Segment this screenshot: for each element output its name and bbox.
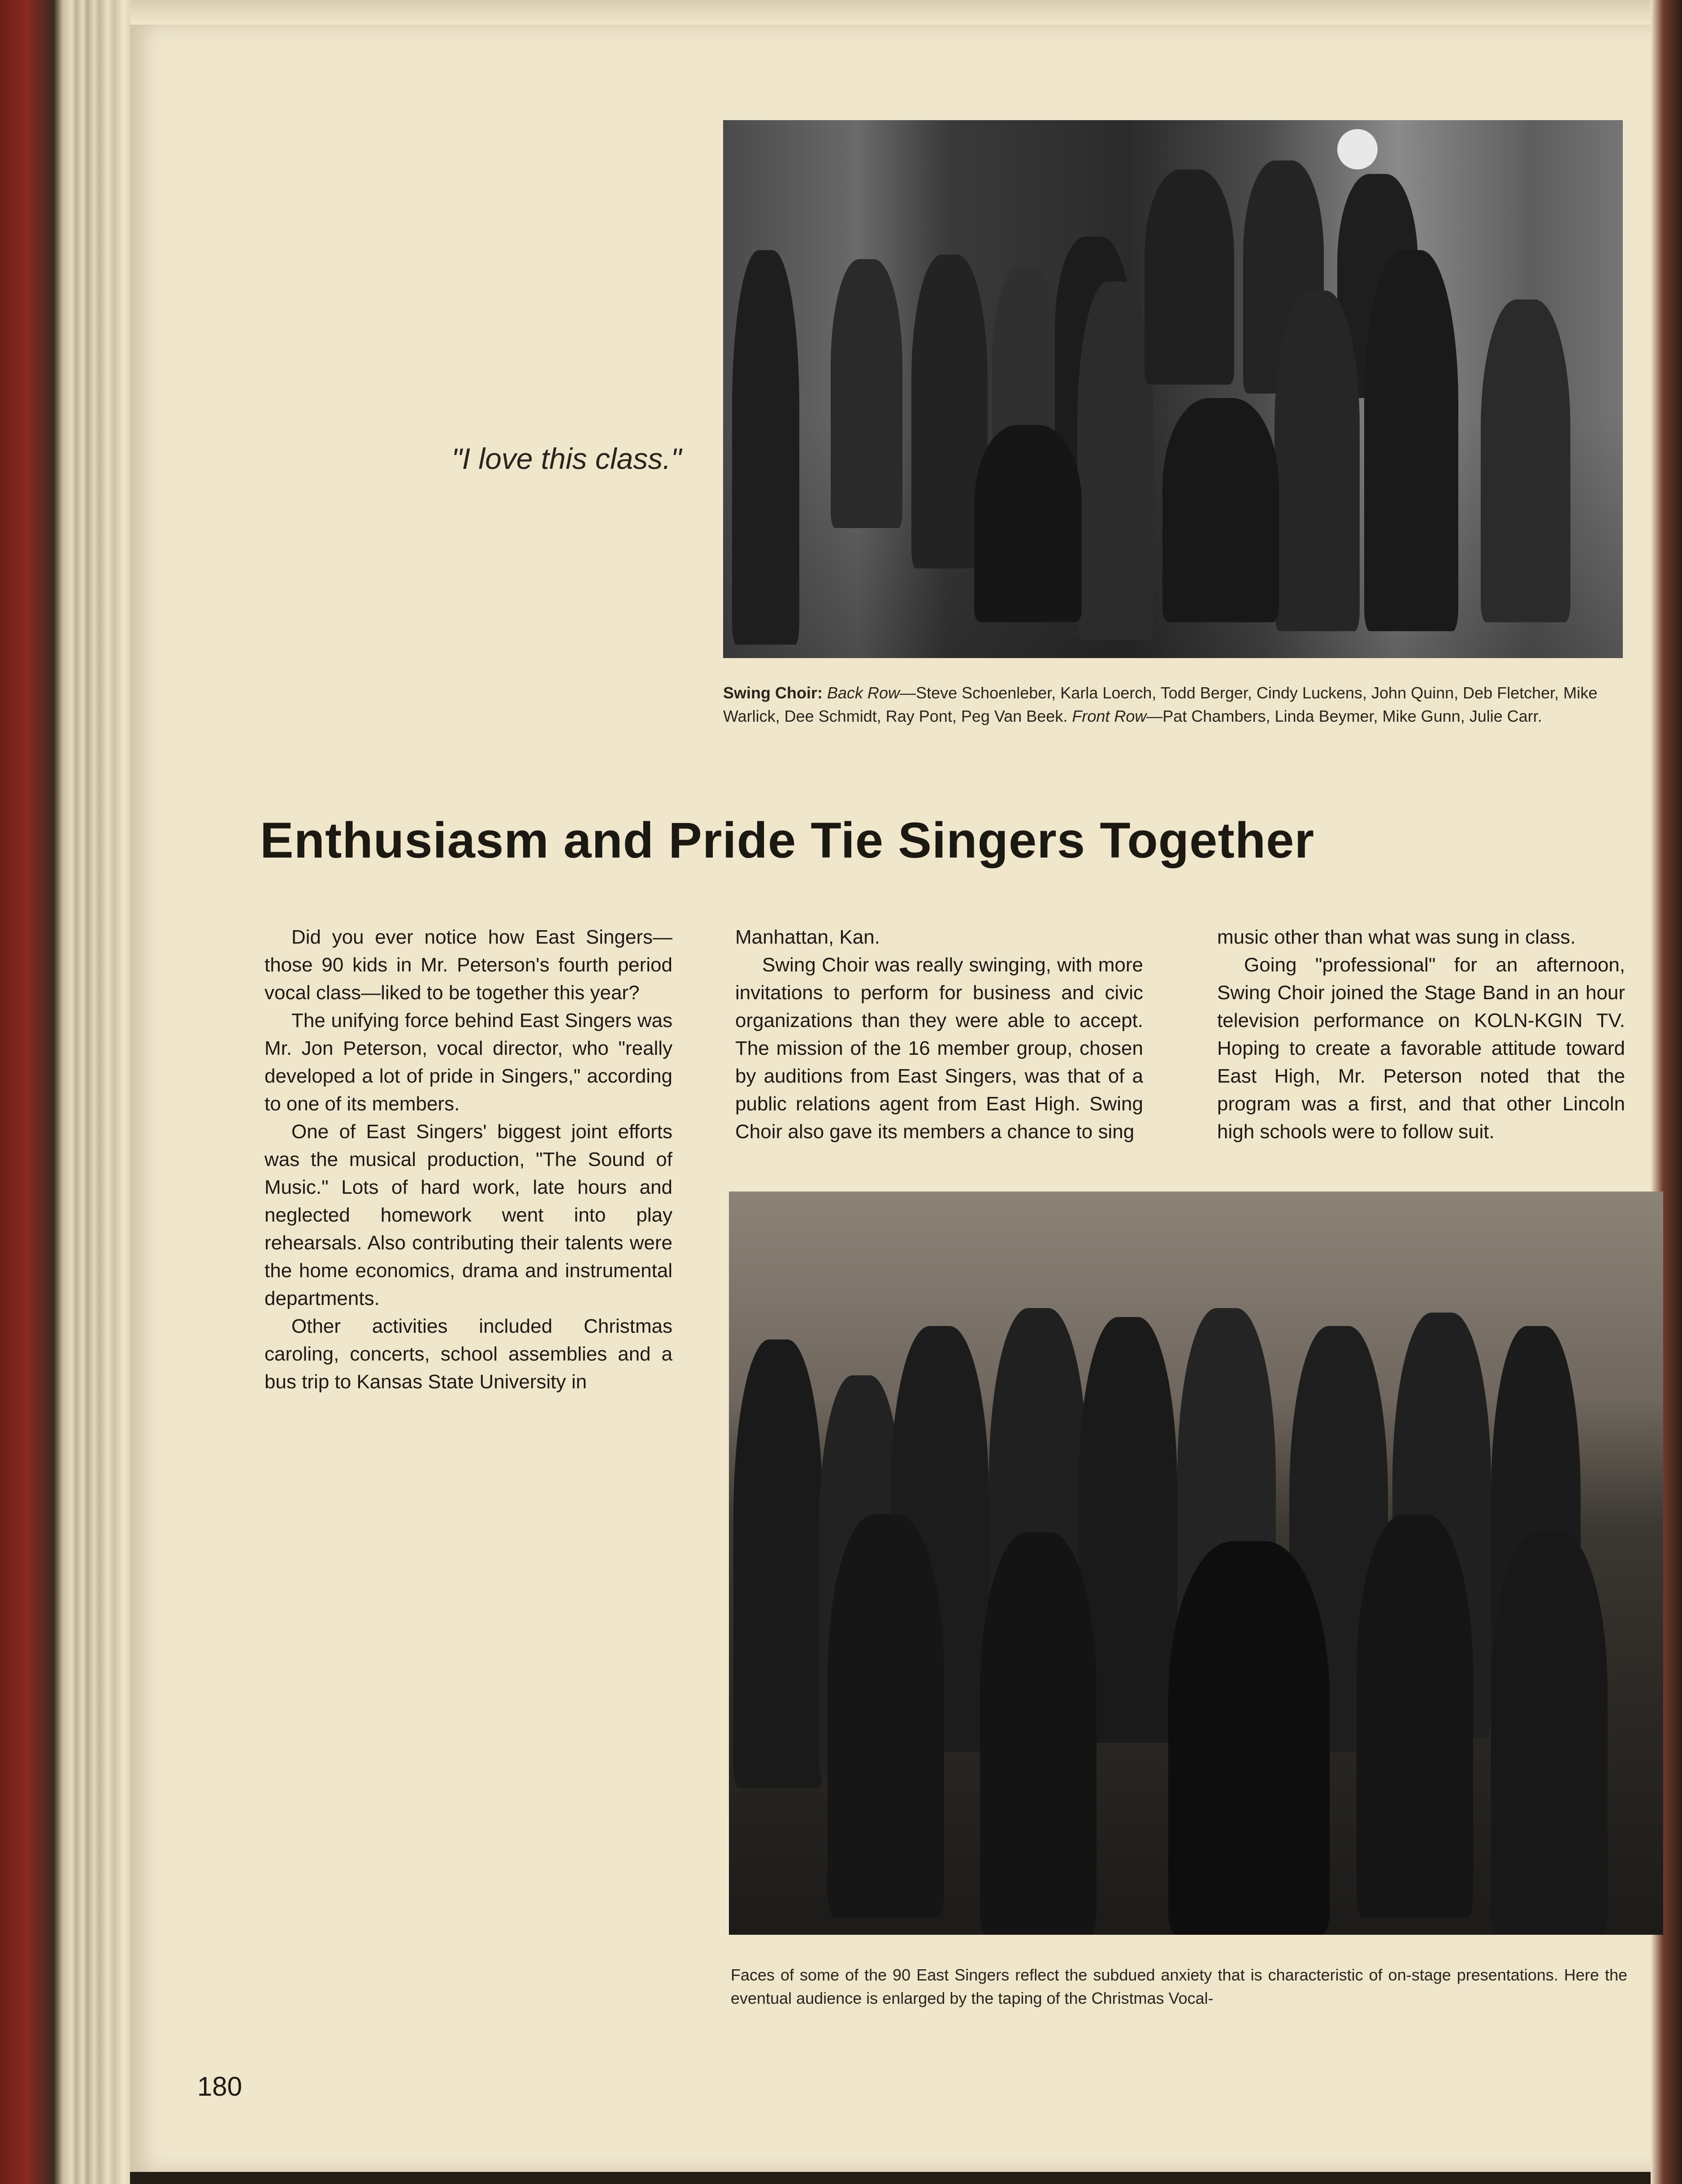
- east-singers-photo: [729, 1192, 1663, 1935]
- east-singers-caption: Faces of some of the 90 East Singers reflect the subdued anxiety that is characteristic of on-stage presentations. Here the eventual audience is enlarged by the taping of the Christmas Vocal-: [731, 1966, 1627, 2007]
- paragraph: music other than what was sung in class.: [1217, 926, 1576, 948]
- paragraph: Other activities included Christmas caroling, concerts, school assemblies and a bus trip to Kansas State University in: [264, 1315, 672, 1393]
- singer-figure: [1357, 1514, 1473, 1918]
- front-row-label: Front Row: [1072, 707, 1147, 725]
- article-column-2: [735, 923, 1143, 1146]
- caption-label: Swing Choir:: [723, 684, 823, 702]
- choir-member-figure: [1364, 250, 1458, 631]
- paragraph: Swing Choir was really swinging, with more invitations to perform for business and civic organizations than they were able to accept. The mission of the 16 member group, chosen by auditions from East Singers, was that of a public relations agent from East High. Swing Choir also gave its members a chance to sing: [735, 954, 1143, 1143]
- article-column-1: [264, 923, 672, 1396]
- back-row-label: Back Row: [827, 684, 900, 702]
- choir-member-figure: [974, 425, 1082, 622]
- swing-choir-caption: [723, 681, 1623, 728]
- front-row-names: —Pat Chambers, Linda Beymer, Mike Gunn, Julie Carr.: [1146, 707, 1542, 725]
- choir-member-figure: [1144, 169, 1234, 385]
- article-column-3: [1217, 923, 1625, 1146]
- choir-member-figure: [732, 250, 799, 645]
- article-headline: Enthusiasm and Pride Tie Singers Together: [260, 812, 1315, 868]
- pull-quote: "I love this class.": [451, 442, 681, 475]
- choir-member-figure: [831, 259, 902, 528]
- swing-choir-photo: [723, 120, 1623, 658]
- lamp-globe: [1337, 129, 1378, 169]
- page-number: 180: [197, 2071, 243, 2102]
- singer-figure: [1491, 1532, 1608, 1935]
- paragraph: Manhattan, Kan.: [735, 926, 880, 948]
- paragraph: The unifying force behind East Singers was Mr. Jon Peterson, vocal director, who "really developed a lot of pride in Singers," according to one of its members.: [264, 1010, 672, 1115]
- paragraph: Did you ever notice how East Singers—those 90 kids in Mr. Peterson's fourth period vocal class—liked to be together this year?: [264, 926, 672, 1004]
- singer-figure: [733, 1339, 823, 1788]
- paragraph: Going "professional" for an afternoon, Swing Choir joined the Stage Band in an hour television performance on KOLN-KGIN TV. Hoping to create a favorable attitude toward East High, Mr. Peterson noted that the program was a first, and that other Lincoln high schools were to follow suit.: [1217, 954, 1625, 1143]
- book-binding: [0, 0, 130, 2184]
- page-top-edge: [130, 0, 1682, 25]
- conductor-figure: [1168, 1541, 1330, 1935]
- choir-member-figure: [1481, 299, 1570, 622]
- choir-member-figure: [1275, 290, 1360, 631]
- singer-figure: [828, 1514, 944, 1918]
- singer-figure: [980, 1532, 1097, 1935]
- back-row-names: —Steve Schoenleber, Karla Loerch, Todd Berger, Cindy Luckens, John Quinn, Deb Fletcher, Mike Warlick, Dee Schmidt, Ray Pont, Peg Van Beek.: [723, 684, 1598, 725]
- choir-member-figure: [1077, 282, 1153, 640]
- choir-member-figure: [1162, 398, 1279, 622]
- paragraph: One of East Singers' biggest joint efforts was the musical production, "The Sound of Music." Lots of hard work, late hours and neglected homework went into play rehearsals. Also contributing their talents were the home economics, drama and instrumental departments.: [264, 1121, 672, 1309]
